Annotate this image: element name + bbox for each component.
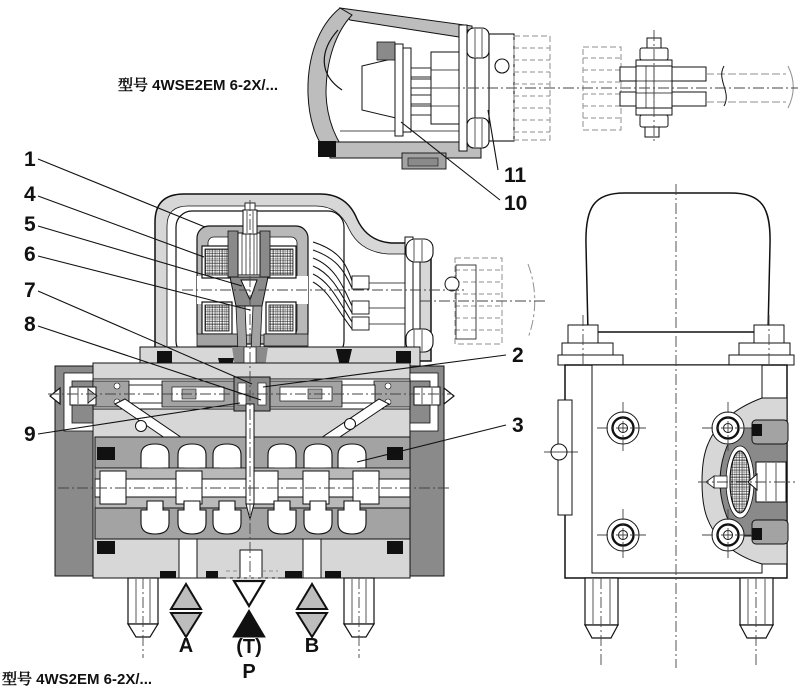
main-section-view: [48, 194, 545, 658]
port-symbols: [171, 581, 327, 637]
part-label-5: 5: [24, 213, 36, 236]
flange-bolt-top: [467, 28, 489, 58]
part-label-10: 10: [504, 192, 528, 215]
port-label-b: B: [304, 635, 320, 657]
port-p-up-triangle-icon: [233, 610, 265, 637]
port-label-a: A: [178, 635, 194, 657]
port-a-channel: [179, 539, 197, 578]
part-label-11: 11: [504, 164, 527, 187]
bottom-model-label: 型号 4WS2EM 6-2X/...: [2, 671, 153, 688]
port-a-down-triangle-icon: [171, 613, 201, 637]
port-b-channel: [303, 539, 321, 578]
part-label-3: 3: [512, 414, 524, 437]
part-label-1: 1: [24, 148, 36, 171]
leader-line-1: [38, 159, 205, 227]
port-p-channel: [240, 550, 262, 578]
side-cover: [586, 193, 770, 332]
port-label-p: P: [242, 661, 256, 683]
part-label-8: 8: [24, 313, 36, 336]
port-t-down-triangle-icon: [234, 581, 264, 606]
port-b-down-triangle-icon: [297, 613, 327, 637]
part-label-6: 6: [24, 243, 36, 266]
top-section-view: [308, 8, 798, 169]
part-label-7: 7: [24, 279, 36, 302]
part-label-2: 2: [512, 344, 524, 367]
top-model-label: 型号 4WSE2EM 6-2X/...: [118, 77, 279, 94]
part-label-4: 4: [24, 183, 36, 206]
cable-break-symbol: [722, 66, 727, 106]
side-studs: [585, 578, 773, 638]
port-b-up-triangle-icon: [297, 584, 327, 609]
flange-bolt-bottom: [467, 118, 489, 148]
side-view: [544, 184, 795, 668]
port-a-up-triangle-icon: [171, 584, 201, 609]
port-label-t: (T): [236, 636, 262, 658]
right-plug-arrow-icon: [444, 388, 454, 404]
part-label-9: 9: [24, 423, 36, 446]
cable-clamp-fitting: [620, 38, 706, 137]
seal-block: [318, 141, 336, 157]
